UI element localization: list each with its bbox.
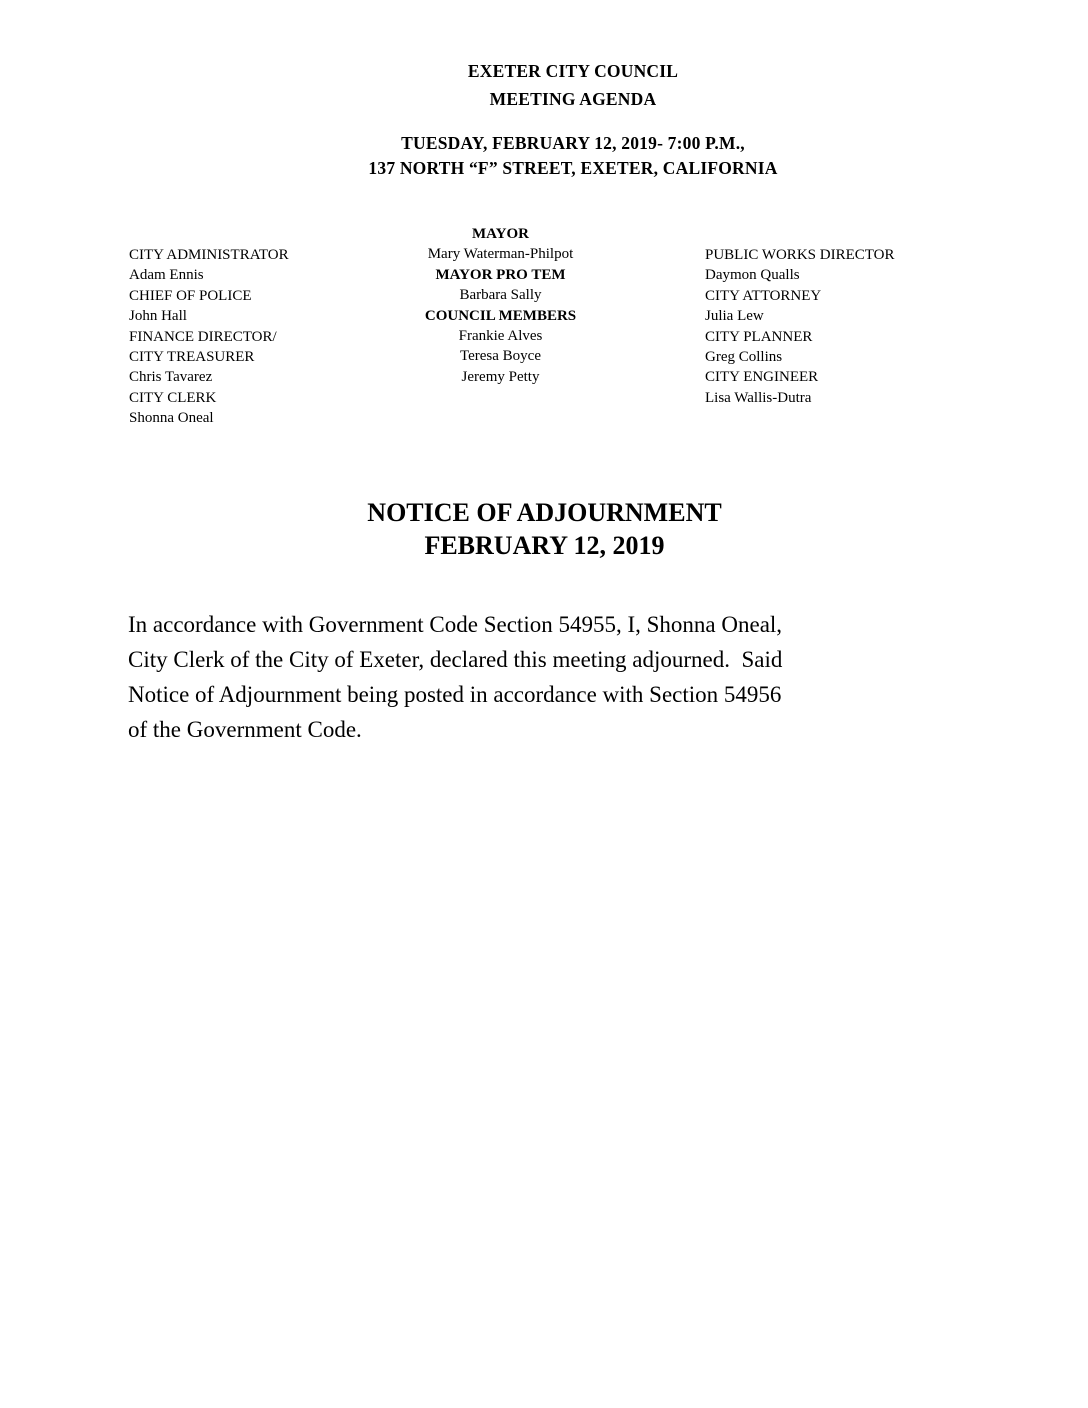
official-name: Jeremy Petty — [461, 368, 540, 385]
adjournment-paragraph — [128, 607, 973, 747]
meeting-header-datetime — [128, 131, 1018, 181]
official-role: CITY ENGINEER — [705, 369, 819, 386]
official-name: Chris Tavarez — [129, 369, 213, 386]
paragraph-line: of the Government Code. — [128, 717, 362, 742]
official-role: MAYOR — [472, 226, 529, 242]
official-role: CITY ADMINISTRATOR — [129, 247, 289, 263]
official-name: Barbara Sally — [459, 287, 542, 304]
paragraph-line: Notice of Adjournment being posted in accordance with Section 54956 — [128, 682, 782, 707]
meeting-header-title — [128, 57, 1018, 113]
official-name: Shonna Oneal — [129, 410, 214, 427]
paragraph-line: In accordance with Government Code Section 54955, I, Shonna Oneal, — [128, 612, 783, 637]
official-name: Daymon Qualls — [705, 267, 800, 284]
official-role: CITY TREASURER — [129, 348, 255, 365]
official-role: COUNCIL MEMBERS — [424, 307, 577, 324]
officials-right-column — [705, 245, 894, 408]
official-role: MAYOR PRO TEM — [435, 266, 566, 283]
official-role: CITY ATTORNEY — [705, 287, 822, 304]
official-name: John Hall — [129, 308, 187, 325]
official-role: FINANCE DIRECTOR/ — [129, 328, 277, 345]
official-name: Lisa Wallis-Dutra — [705, 389, 812, 406]
official-role: CITY PLANNER — [705, 328, 813, 345]
meeting-address: 137 NORTH “F” STREET, EXETER, CALIFORNIA — [368, 158, 778, 178]
official-name: Teresa Boyce — [460, 348, 541, 365]
official-role: CHIEF OF POLICE — [129, 287, 252, 304]
official-name: Frankie Alves — [458, 327, 543, 344]
official-role: CITY CLERK — [129, 389, 217, 406]
notice-title — [128, 496, 961, 562]
officials-left-column — [129, 245, 289, 429]
official-name: Julia Lew — [705, 308, 764, 325]
org-name: EXETER CITY COUNCIL — [467, 61, 679, 81]
official-role: PUBLIC WORKS DIRECTOR — [705, 247, 895, 263]
official-name: Greg Collins — [705, 348, 783, 365]
officials-center-column — [360, 224, 641, 387]
official-name: Adam Ennis — [129, 267, 204, 284]
meeting-date-time: TUESDAY, FEBRUARY 12, 2019- 7:00 P.M., — [401, 133, 745, 153]
official-name: Mary Waterman-Philpot — [427, 246, 574, 263]
notice-title-line: NOTICE OF ADJOURNMENT — [367, 498, 722, 527]
notice-date-line: FEBRUARY 12, 2019 — [424, 531, 665, 560]
doc-type: MEETING AGENDA — [489, 89, 657, 109]
paragraph-line: City Clerk of the City of Exeter, declared this meeting adjourned. Said — [128, 647, 783, 672]
